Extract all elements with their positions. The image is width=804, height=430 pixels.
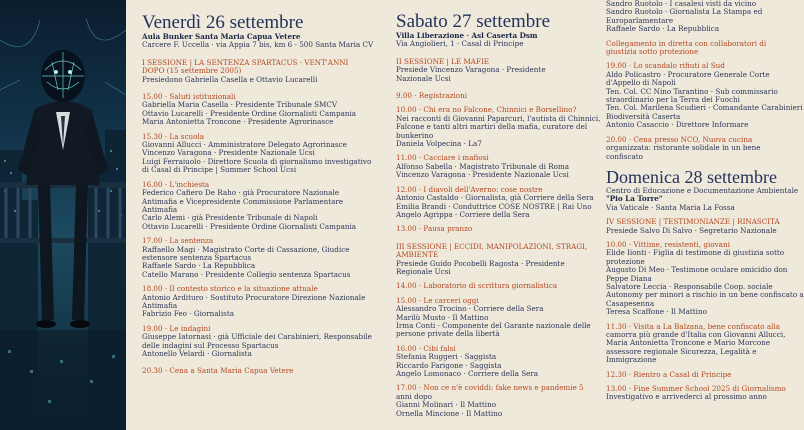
saturday-session-chair: Presiede Vincenzo Varagona · Presidente (396, 65, 546, 75)
man-on-balcony-illustration (0, 0, 126, 430)
friday-address: Carcere F. Uccella · via Appia 7 bis, km 6 - 500 Santa Maria CV (142, 40, 374, 50)
saturday-1300: 13.00 · Pausa pranzo (396, 224, 473, 234)
sunday-address: Via Vaticale · Santa Maria La Fossa (606, 202, 735, 212)
friday-speaker: Antimafia (142, 204, 178, 214)
saturday-title: Sabato 27 settembre (396, 11, 551, 32)
saturday-1700: 17.00 · Non ce n'è coviddi: fake news e pandemie 5 (396, 383, 584, 393)
saturday-cont-line: Ten. Col. CC Nino Tarantino · Sub commissario (606, 86, 778, 96)
friday-2030: 20.30 · Cena a Santa Maria Capua Vetere (142, 366, 294, 376)
saturday-session-chair: Nazionale Ucsi (396, 73, 451, 83)
sunday-speaker: Casapesenna (606, 298, 655, 308)
friday-1800: 18.00 · Il contesto storico e la situazione attuale (142, 284, 318, 294)
friday-title: Venerdì 26 settembre (142, 12, 304, 33)
friday-speaker: Catello Marano · Presidente Collegio sentenza Spartacus (142, 269, 351, 279)
sunday-speaker: Investigativo e arrivederci al prossimo anno (606, 392, 767, 402)
sunday-speaker: Elide Iionti · Figlia di testimone di giustizia sotto (606, 248, 785, 258)
saturday-1600: 16.00 · Cibi falsi (396, 343, 456, 353)
friday-speaker: Luigi Ferraiuolo · Direttore Scuola di giornalismo investigativo (142, 156, 372, 166)
friday-speaker: Raffaele Sardo · La Repubblica (142, 261, 256, 271)
saturday-cont-line: Antonio Casaccio · Direttore Informare (606, 120, 749, 130)
saturday-speaker: bunkerino (396, 130, 434, 140)
saturday-2000: 20.00 · Cena presso NCO, Nuova cucina (606, 134, 753, 144)
friday-speaker: Antimafia e Vicepresidente Commissione Parlamentare (142, 196, 344, 206)
saturday-speaker: Alfonso Sabella · Magistrato Tribunale di Roma (396, 161, 570, 171)
sunday-speaker: camorra più grande d'Italia con Giovanni Allucci, (606, 330, 786, 339)
friday-1600: 16.00 · L'inchiesta (142, 179, 210, 189)
saturday-session-title: II SESSIONE | LE MAFIE (396, 56, 490, 66)
sunday-1230: 12.30 · Rientro a Casal di Principe (606, 369, 732, 379)
saturday-1000: 10.00 · Chi era no Falcone, Chinnici e Borsellino? (396, 105, 577, 115)
sunday-venue: Centro di Educazione e Documentazione Ambientale (606, 185, 799, 195)
saturday-cont-line: Sandro Ruotolo · Giornalista La Stampa ed (606, 7, 763, 17)
friday-speaker: Giovanni Allucci · Amministratore Delegato Agrorinasce (142, 140, 347, 150)
saturday-speaker: Marilù Musto · Il Mattino (396, 312, 489, 322)
sunday-venue: "Pio La Torre" (606, 194, 663, 204)
saturday-speaker: Gianni Molinari · Il Mattino (396, 400, 497, 410)
saturday-cont-line: d'Appello di Napoli (606, 78, 676, 88)
sunday-speaker: Teresa Scaffone · Il Mattino (606, 307, 707, 317)
sunday-1000: 10.00 · Vittime, resistenti, giovani (606, 239, 730, 249)
sunday-speaker: assessore regionale Sicurezza, Legalità e (606, 346, 757, 356)
saturday-speaker: Angelo Agrippa · Corriere della Sera (396, 209, 530, 219)
friday-speaker: Gabriella Maria Casella · Presidente Tribunale SMCV (142, 100, 338, 110)
friday-speaker: Antimafia (142, 300, 178, 310)
saturday-cont-line: Aldo Policastro · Procuratore Generale Corte (606, 69, 770, 79)
sunday-title: Domenica 28 settembre (606, 166, 777, 187)
sunday-speaker: Autonomy per minori a rischio in un bene confiscato a (606, 290, 804, 300)
saturday-cont-line: confiscato (606, 151, 643, 161)
saturday-speaker: Stefania Ruggeri · Saggista (396, 352, 497, 362)
saturday-speaker: Falcone e tanti altri martiri della mafia, curatore del (396, 122, 588, 132)
saturday-speaker: Angelo Lomonaco · Corriere della Sera (396, 369, 539, 378)
friday-speaker: estensore sentenza Spartacus (142, 252, 252, 262)
saturday-speaker: Emilia Brandi · Conduttrice COSE NOSTRE | Rai Uno (396, 201, 592, 211)
friday-speaker: Raffaello Magi · Magistrato Corte di Cassazione, Giudice (142, 244, 350, 254)
friday-speaker: Maria Antonietta Troncone · Presidente Agrorinasce (142, 117, 334, 127)
sunday-column (598, 0, 804, 430)
saturday-speaker: Ornella Mincione · Il Mattino (396, 408, 503, 418)
saturday-speaker: Alessandro Trocino · Corriere della Sera (396, 304, 544, 314)
friday-speaker: Ottavio Lucarelli · Presidente Ordine Giornalisti Campania (142, 221, 357, 231)
sunday-speaker: Peppe Diana (606, 273, 652, 283)
saturday-speaker: Vincenzo Varagona · Presidente Nazionale Ucsi (396, 170, 569, 180)
saturday-speaker: anni dopo (396, 391, 432, 401)
friday-speaker: Giuseppe Iatornasi · già Ufficiale dei Carabinieri, Responsabile (142, 332, 372, 342)
friday-speaker: delle indagini sul Processo Spartacus (142, 340, 279, 350)
sunday-speaker: protezione (606, 256, 645, 266)
friday-speaker: Antonio Ardituro · Sostituto Procuratore Direzione Nazionale (142, 292, 366, 302)
friday-speaker: Fabrizio Feo · Giornalista (142, 309, 235, 319)
saturday-session3-title: AMBIENTE (396, 250, 439, 260)
saturday-speaker: Riccardo Farigone · Saggista (396, 360, 502, 370)
friday-1900: 19.00 · Le indagini (142, 323, 211, 333)
saturday-venue: Villa Liberazione · Asl Caserta Dsm (396, 31, 538, 40)
saturday-1900: 19.00 · Lo scandalo rifiuti al Sud (606, 61, 725, 71)
saturday-cont-line: straordinario per la Terra dei Fuochi (606, 95, 740, 105)
saturday-speaker: persone private della libertà (396, 329, 500, 339)
saturday-1100: 11.00 · Cacciare i mafiosi (396, 153, 489, 163)
saturday-cont-line: Ten. Col. Marilena Scudieri · Comandante Carabinieri (606, 103, 803, 113)
sunday-speaker: Immigrazione (606, 355, 657, 365)
saturday-1200: 12.00 · I diavoli dell'Averno: cose nostre (396, 184, 543, 194)
friday-1500: 15.00 · Saluti istituzionali (142, 92, 236, 102)
sunday-speaker: Augusto Di Meo · Testimone oculare omicidio don (606, 265, 788, 275)
saturday-column (384, 0, 601, 430)
friday-speaker: di Casal di Principe | Summer School Ucsi (142, 165, 297, 175)
saturday-speaker: Daniela Volpecina · La7 (396, 139, 482, 149)
saturday-session3-title: III SESSIONE | ECCIDI, MANIPOLAZIONI, STRAGI, (396, 241, 588, 251)
saturday-session3-chair: Regionale Ucsi (396, 266, 451, 276)
sunday-speaker: Salvatore Leccia · Responsabile Coop. sociale (606, 281, 773, 291)
saturday-cont-line: Raffaele Sardo · La Repubblica (606, 24, 720, 34)
friday-speaker: Ottavio Lucarelli · Presidente Ordine Giornalisti Campania (142, 108, 357, 118)
saturday-cont-line: Sandro Ruotolo · I casalesi visti da vicino (606, 0, 757, 8)
saturday-cont-line: organizzata: ristorante solidale in un bene (606, 143, 761, 153)
friday-1700: 17.00 · La sentenza (142, 236, 214, 246)
saturday-cont-line: Biodiversità Caserta (606, 111, 681, 121)
sunday-1300: 13.00 · Fine Summer School 2025 di Giornalismo (606, 384, 786, 394)
saturday-1400: 14.00 · Laboratorio di scrittura giornalistica (396, 281, 558, 291)
sunday-session-title: IV SESSIONE | TESTIMONIANZE | RINASCITA (606, 217, 780, 227)
friday-venue: Aula Bunker Santa Maria Capua Vetere (142, 32, 301, 41)
friday-1530: 15.30 · La scuola (142, 131, 205, 141)
saturday-1500: 15.00 · Le carceri oggi (396, 295, 479, 305)
illustration-panel (0, 0, 126, 430)
saturday-0900: 9.00 · Registrazioni (396, 91, 468, 101)
friday-session-subtitle: DOPO (15 settembre 2005) (142, 66, 242, 76)
saturday-speaker: Antonio Castaldo · Giornalista, già Corriere della Sera (396, 193, 594, 203)
saturday-cont-line: Europarlamentare (606, 15, 674, 25)
saturday-speaker: Irma Conti · Componente del Garante nazionale delle (396, 320, 591, 330)
saturday-cont-collegamento: Collegamento in diretta con collaboratori di (606, 38, 767, 48)
friday-session-chairs: Presiedono Gabriella Casella e Ottavio Lucarelli (142, 74, 318, 84)
friday-speaker: Carlo Alemi · già Presidente Tribunale di Napoli (142, 213, 318, 223)
friday-speaker: Federico Cafiero De Raho · già Procuratore Nazionale (142, 188, 340, 198)
friday-column (128, 0, 376, 430)
friday-speaker: Vincenzo Varagona · Presidente Nazionale Ucsi (142, 148, 315, 158)
friday-session-title: I SESSIONE | LA SENTENZA SPARTACUS · VENT'ANNI (142, 57, 349, 67)
sunday-1130: 11.30 · Visita a La Balzana, bene confiscato alla (606, 321, 781, 331)
saturday-cont-collegamento: giustizia sotto protezione (606, 47, 699, 57)
friday-speaker: Antonello Velardi · Giornalista (142, 349, 252, 358)
sunday-speaker: Maria Antonietta Troncone e Mario Morcone (606, 338, 771, 348)
saturday-speaker: Nei racconti di Giovanni Paparcuri, l'autista di Chinnici, (396, 113, 601, 123)
saturday-session3-chair: Presiede Guido Pocobelli Ragosta · Presidente (396, 258, 565, 268)
sunday-session-chair: Presiede Salvo Di Salvo · Segretario Nazionale (606, 225, 777, 235)
saturday-address: Via Angiolieri, 1 · Casal di Principe (396, 39, 524, 49)
